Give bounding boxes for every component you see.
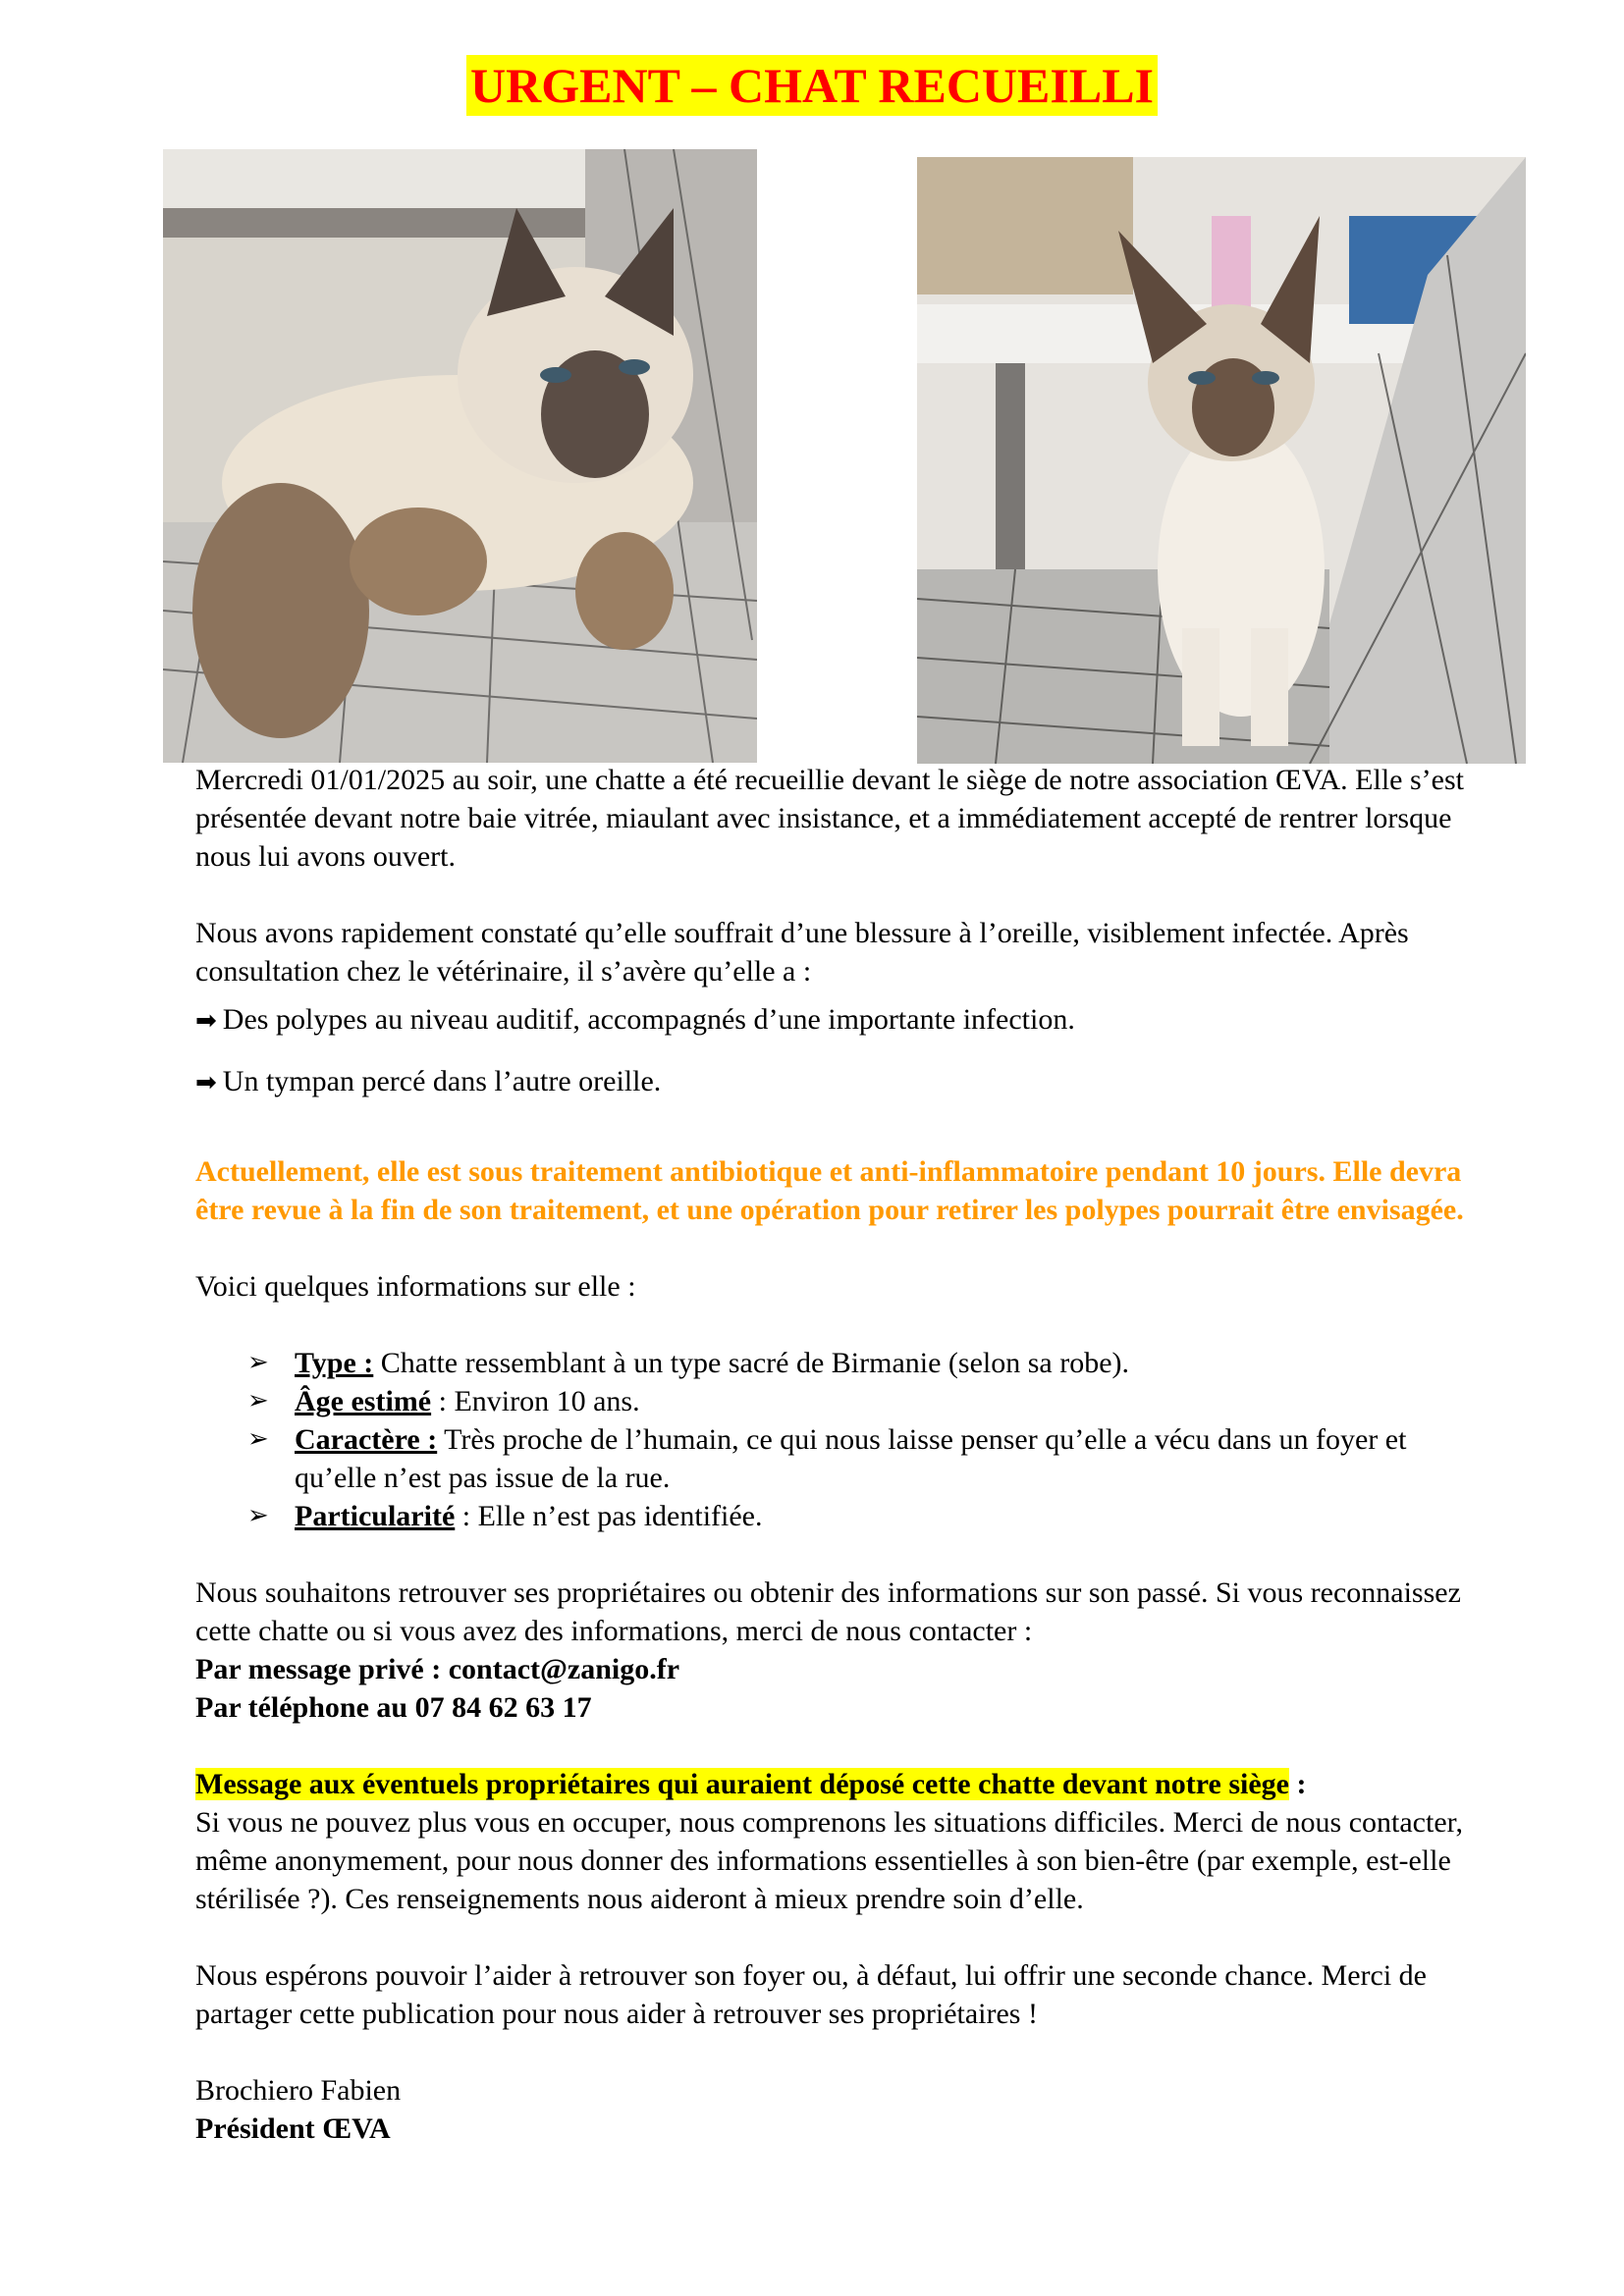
document-body	[195, 761, 1472, 2148]
info-term: Particularité	[295, 1500, 456, 1532]
info-list	[195, 1344, 1472, 1535]
bullet-arrow-icon: ➢	[247, 1424, 269, 1454]
finding-text: Des polypes au niveau auditif, accompagnés d’une importante infection.	[222, 1003, 1075, 1036]
info-term: Âge estimé	[295, 1385, 432, 1417]
info-text: : Elle n’est pas identifiée.	[455, 1500, 763, 1532]
bullet-arrow-icon: ➢	[247, 1501, 269, 1530]
info-intro: Voici quelques informations sur elle :	[195, 1270, 636, 1303]
info-text: Chatte ressemblant à un type sacré de Birmanie (selon sa robe).	[373, 1347, 1130, 1379]
info-term: Type :	[295, 1347, 374, 1379]
info-item-type	[247, 1344, 1472, 1382]
cat-photo-sitting	[917, 157, 1526, 764]
finding-item	[195, 1000, 1472, 1041]
info-text: Très proche de l’humain, ce qui nous laisse penser qu’elle a vécu dans un foyer et qu’elle n’est pas issue de la rue.	[295, 1423, 1407, 1494]
intro-paragraph: Mercredi 01/01/2025 au soir, une chatte a été recueillie devant le siège de notre association ŒVA. Elle s’est présentée devant notre baie vitrée, miaulant avec insistance, et a immédiatement accepté de rentrer lorsque nous lui avons ouvert.	[195, 764, 1464, 873]
info-item-particularity	[247, 1497, 1472, 1535]
right-arrow-icon: ➡	[195, 1006, 217, 1036]
owners-heading	[195, 1765, 1472, 1803]
treatment-paragraph: Actuellement, elle est sous traitement antibiotique et anti-inflammatoire pendant 10 jours. Elle devra être revue à la fin de son traitement, et une opération pour retirer les polypes pourrait être envisagée.	[195, 1155, 1464, 1226]
document-title: URGENT – CHAT RECUEILLI	[466, 55, 1158, 116]
injury-paragraph: Nous avons rapidement constaté qu’elle souffrait d’une blessure à l’oreille, visiblement infectée. Après consultation chez le vétérinaire, il s’avère qu’elle a :	[195, 917, 1409, 988]
info-term: Caractère :	[295, 1423, 438, 1456]
finding-text: Un tympan percé dans l’autre oreille.	[222, 1065, 662, 1097]
owners-heading-highlight: Message aux éventuels propriétaires qui auraient déposé cette chatte devant notre siège	[195, 1768, 1289, 1800]
search-paragraph: Nous souhaitons retrouver ses propriétaires ou obtenir des informations sur son passé. Si vous reconnaissez cette chatte ou si vous avez des informations, merci de nous contacter :	[195, 1576, 1461, 1647]
cat-photo-lying	[163, 149, 757, 763]
finding-item	[195, 1062, 1472, 1102]
contact-phone-line: Par téléphone au 07 84 62 63 17	[195, 1691, 592, 1724]
info-item-age	[247, 1382, 1472, 1420]
owners-heading-colon: :	[1289, 1768, 1307, 1800]
right-arrow-icon: ➡	[195, 1068, 217, 1097]
signature-title: Président ŒVA	[195, 2112, 391, 2145]
signature-name: Brochiero Fabien	[195, 2074, 402, 2107]
info-item-character	[247, 1420, 1472, 1497]
closing-paragraph: Nous espérons pouvoir l’aider à retrouver son foyer ou, à défaut, lui offrir une seconde chance. Merci de partager cette publication pour nous aider à retrouver ses propriétaires !	[195, 1959, 1427, 2030]
bullet-arrow-icon: ➢	[247, 1348, 269, 1377]
bullet-arrow-icon: ➢	[247, 1386, 269, 1415]
owners-paragraph: Si vous ne pouvez plus vous en occuper, nous comprenons les situations difficiles. Merci de nous contacter, même anonymement, pour nous donner des informations essentielles à son bien-être (par exemple, est-elle stérilisée ?). Ces renseignements nous aideront à mieux prendre soin d’elle.	[195, 1806, 1463, 1915]
info-text: : Environ 10 ans.	[431, 1385, 640, 1417]
contact-email-line: Par message privé : contact@zanigo.fr	[195, 1653, 680, 1685]
